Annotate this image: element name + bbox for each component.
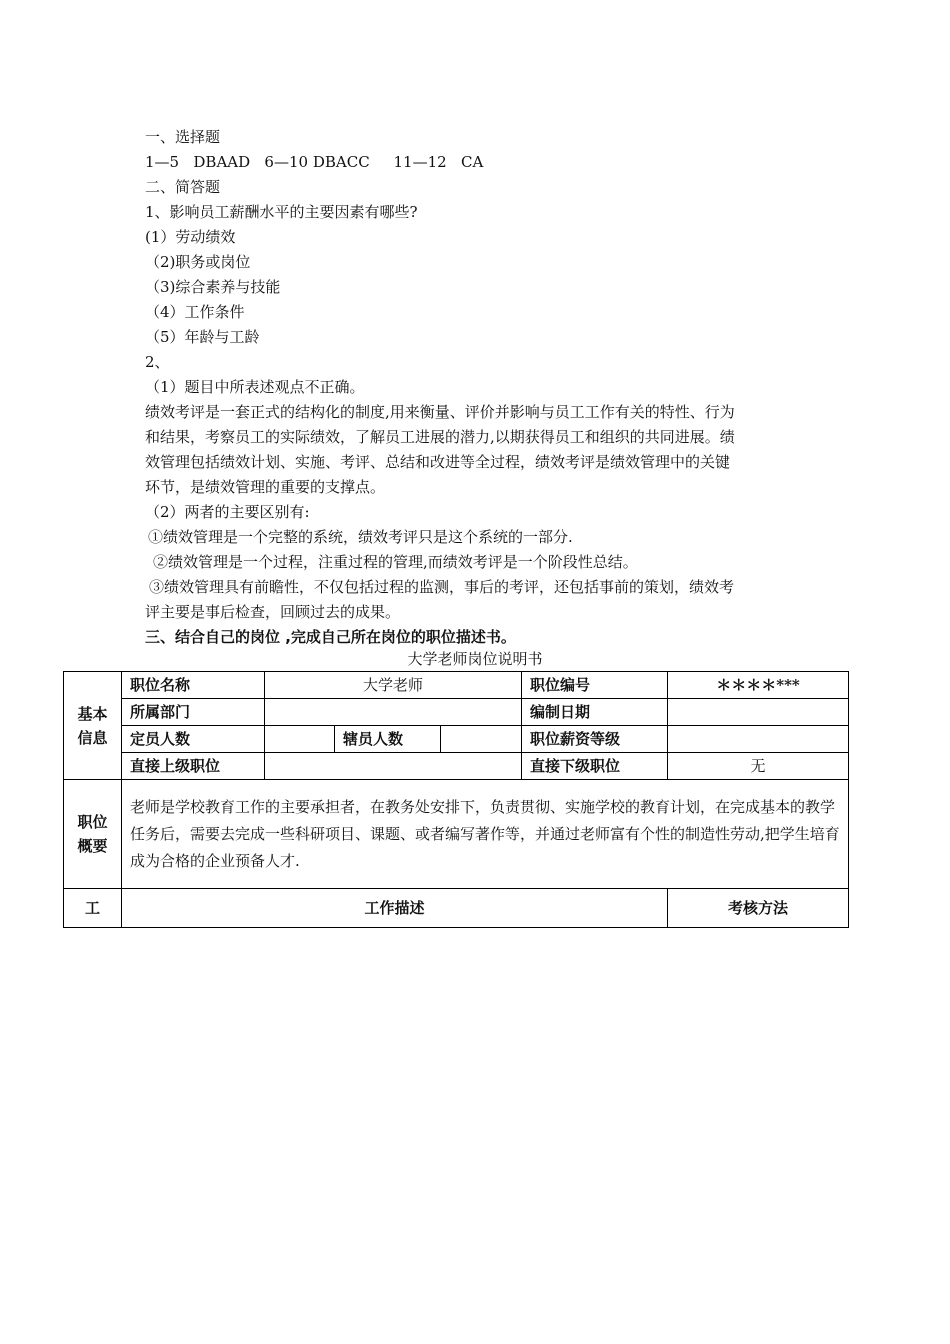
summary-text: 老师是学校教育工作的主要承担者，在教务处安排下，负责贯彻、实施学校的教育计划，在完成基本的教学任务后，需要去完成一些科研项目、课题、或者编写著作等，并通过老师富有个性的制造性劳动,把学生培育成为合格的企业预备人才. — [122, 780, 849, 889]
section-1-title: 一、选择题 — [145, 128, 221, 146]
q2-paragraph-line: 环节，是绩效管理的重要的支撑点。 — [145, 478, 386, 496]
work-description-header: 工作描述 — [122, 889, 668, 928]
question-2: 2、 — [145, 353, 170, 371]
question-1: 1、影响员工薪酬水平的主要因素有哪些? — [145, 203, 418, 221]
summary-label-line: 职位 — [77, 813, 108, 831]
position-name-label: 职位名称 — [122, 672, 265, 699]
superior-value — [265, 753, 522, 780]
staff-count-value — [265, 726, 335, 753]
assessment-method-header: 考核方法 — [668, 889, 849, 928]
position-no-value: ＊＊＊＊*** — [668, 672, 849, 699]
q1-item: （4）工作条件 — [145, 303, 245, 321]
q2-paragraph-line: 效管理包括绩效计划、实施、考评、总结和改进等全过程，绩效考评是绩效管理中的关键 — [145, 453, 731, 471]
section-2-title: 二、简答题 — [145, 178, 221, 196]
table-row — [64, 753, 849, 780]
assistant-count-label: 辖员人数 — [335, 726, 441, 753]
table-row — [64, 672, 849, 699]
summary-label — [64, 780, 122, 889]
q2-diff-line: ③绩效管理具有前瞻性，不仅包括过程的监测，事后的考评，还包括事前的策划，绩效考 — [149, 578, 735, 596]
q1-item: （2)职务或岗位 — [145, 253, 251, 271]
staff-count-label: 定员人数 — [122, 726, 265, 753]
position-name-value: 大学老师 — [265, 672, 522, 699]
position-no-label: 职位编号 — [522, 672, 668, 699]
superior-label: 直接上级职位 — [122, 753, 265, 780]
table-row — [64, 726, 849, 753]
table-row — [64, 889, 849, 928]
table-row — [64, 699, 849, 726]
section-3-title: 三、结合自己的岗位 ,完成自己所在岗位的职位描述书。 — [145, 628, 516, 646]
work-column-header: 工 — [64, 889, 122, 928]
compile-date-label: 编制日期 — [522, 699, 668, 726]
q2-paragraph-line: 绩效考评是一套正式的结构化的制度,用来衡量、评价并影响与员工工作有关的特性、行为 — [145, 403, 735, 421]
choice-answers: 1—5 DBAAD 6—10 DBACC 11—12 CA — [145, 153, 484, 171]
q2-point-2: （2）两者的主要区别有: — [145, 503, 310, 521]
basic-info-label-line: 基本 — [77, 704, 108, 723]
q2-paragraph-line: 和结果，考察员工的实际绩效，了解员工进展的潜力,以期获得员工和组织的共同进展。绩 — [145, 428, 735, 446]
job-description-table — [63, 671, 849, 928]
salary-grade-value — [668, 726, 849, 753]
table-row — [64, 780, 849, 889]
q1-item: （5）年龄与工龄 — [145, 328, 260, 346]
subordinate-label: 直接下级职位 — [522, 753, 668, 780]
q2-diff-line: ①绩效管理是一个完整的系统，绩效考评只是这个系统的一部分. — [148, 528, 573, 546]
compile-date-value — [668, 699, 849, 726]
answer-section — [145, 125, 810, 650]
department-label: 所属部门 — [122, 699, 265, 726]
job-description-title: 大学老师岗位说明书 — [407, 650, 543, 668]
q2-diff-line: ②绩效管理是一个过程，注重过程的管理,而绩效考评是一个阶段性总结。 — [153, 553, 638, 571]
summary-label-line: 概要 — [77, 837, 108, 855]
q2-diff-line: 评主要是事后检查，回顾过去的成果。 — [145, 603, 401, 621]
assistant-count-value — [441, 726, 522, 753]
q1-item: (1）劳动绩效 — [145, 228, 236, 246]
q2-point-1: （1）题目中所表述观点不正确。 — [145, 378, 365, 396]
basic-info-label — [64, 672, 122, 780]
basic-info-label-line: 信息 — [77, 728, 108, 747]
salary-grade-label: 职位薪资等级 — [522, 726, 668, 753]
subordinate-value: 无 — [668, 753, 849, 780]
department-value — [265, 699, 522, 726]
q1-item: （3)综合素养与技能 — [145, 278, 281, 296]
